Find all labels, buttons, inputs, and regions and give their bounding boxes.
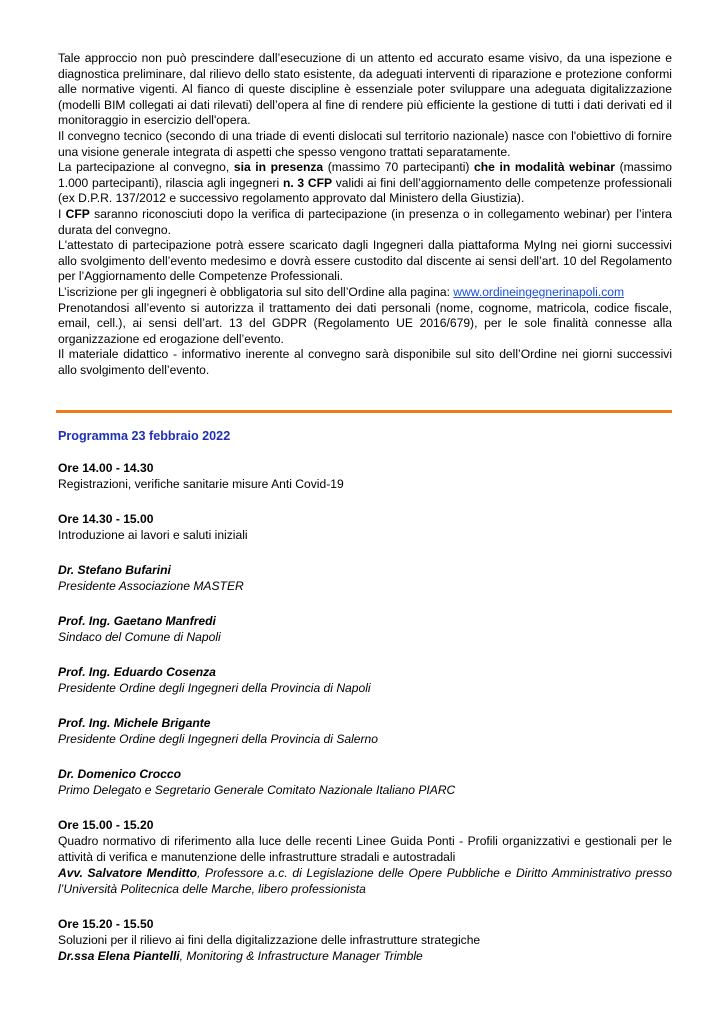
speaker (58, 613, 672, 645)
speaker-role: Presidente Associazione MASTER (58, 579, 244, 593)
intro-paragraph: Il materiale didattico - informativo inerente al convegno sarà disponibile sul sito dell’Ordine nei giorni successivi allo svolgimento dell’evento. (58, 347, 672, 377)
intro-paragraph: I CFP saranno riconosciuti dopo la verifica di partecipazione (in presenza o in collegamento webinar) per l’intera durata del convegno. (58, 206, 672, 237)
section-divider (56, 410, 672, 413)
intro-paragraph: L’iscrizione per gli ingegneri è obbligatoria sul sito dell’Ordine alla pagina: www.ordineingegnerinapoli.com (58, 284, 625, 299)
schedule-item (58, 817, 672, 897)
schedule-description: Soluzioni per il rilievo ai fini della digitalizzazione delle infrastrutture strategiche (58, 933, 481, 947)
speaker-name: Dr.ssa Elena Piantelli (58, 949, 180, 963)
schedule-description: Registrazioni, verifiche sanitarie misure Anti Covid-19 (58, 477, 344, 491)
speaker (58, 562, 672, 594)
schedule-item (58, 916, 672, 964)
speaker-role: Presidente Ordine degli Ingegneri della Provincia di Napoli (58, 681, 371, 695)
schedule-item (58, 460, 672, 492)
intro-paragraph: La partecipazione al convegno, sia in presenza (massimo 70 partecipanti) che in modalità webinar (massimo 1.000 partecipanti), rilascia agli ingegneri n. 3 CFP validi ai fini dell’aggiornamento delle competenze professionali (ex D.P.R. 137/2012 e successivo regolamento approvato dal Ministero della Giustizia). (58, 160, 672, 206)
speaker-role: Primo Delegato e Segretario Generale Comitato Nazionale Italiano PIARC (58, 783, 456, 797)
speaker-name: Prof. Ing. Eduardo Cosenza (58, 665, 216, 679)
schedule (58, 460, 672, 983)
schedule-time: Ore 15.00 - 15.20 (58, 818, 154, 832)
speaker (58, 664, 672, 696)
speaker (58, 766, 672, 798)
schedule-time: Ore 14.00 - 14.30 (58, 461, 154, 475)
schedule-description: Introduzione ai lavori e saluti iniziali (58, 528, 248, 542)
speaker-role: , Monitoring & Infrastructure Manager Trimble (179, 949, 423, 963)
ordine-website-link[interactable]: www.ordineingegnerinapoli.com (453, 284, 625, 299)
speaker-role: Sindaco del Comune di Napoli (58, 630, 221, 644)
speaker-role: Presidente Ordine degli Ingegneri della Provincia di Salerno (58, 732, 379, 746)
schedule-time: Ore 14.30 - 15.00 (58, 512, 154, 526)
intro-section (58, 51, 672, 378)
schedule-time: Ore 15.20 - 15.50 (58, 917, 154, 931)
speaker-name: Dr. Stefano Bufarini (58, 563, 171, 577)
intro-paragraph: Prenotandosi all’evento si autorizza il trattamento dei dati personali (nome, cognome, matricola, codice fiscale, email, cell.), ai sensi dell’art. 13 del GDPR (Regolamento UE 2016/679), per le sole finalità connesse alla organizzazione ed erogazione dell’evento. (58, 300, 672, 346)
intro-paragraph: L'attestato di partecipazione potrà essere scaricato dagli Ingegneri dalla piattaforma MyIng nei giorni successivi allo svolgimento dell’evento medesimo e dovrà essere custodito dal discente ai sensi dell’art. 10 del Regolamento per l’Aggiornamento delle Competenze Professionali. (58, 238, 672, 284)
speaker-name: Prof. Ing. Gaetano Manfredi (58, 614, 216, 628)
intro-paragraph: Il convegno tecnico (secondo di una triade di eventi dislocati sul territorio nazionale) nasce con l'obiettivo di fornire una visione generale integrata di aspetti che spesso vengono trattati separatamente. (58, 128, 672, 159)
speaker-role: , Professore a.c. di Legislazione delle Opere Pubbliche e Diritto Amministrativo presso l’Università Politecnica delle Marche, libero professionista (58, 866, 672, 896)
speaker (58, 715, 672, 747)
speaker-line (58, 865, 672, 897)
speaker-name: Dr. Domenico Crocco (58, 767, 181, 781)
intro-paragraph: Tale approccio non può prescindere dall’esecuzione di un attento ed accurato esame visivo, da una ispezione e diagnostica preliminare, dal rilievo dello stato esistente, da adeguati interventi di riparazione e protezione conformi alle normative vigenti. Al fianco di queste discipline è essenziale poter sviluppare una adeguata digitalizzazione (modelli BIM collegati ai dati rilevati) dell’opera al fine di rendere più efficiente la gestione di tutti i dati derivati ed il monitoraggio in esercizio dell'opera. (58, 51, 672, 128)
speaker-line (58, 948, 672, 964)
schedule-description: Quadro normativo di riferimento alla luce delle recenti Linee Guida Ponti - Profili organizzativi e gestionali per le attività di verifica e manutenzione delle infrastrutture stradali e autostradali (58, 834, 672, 864)
speaker-name: Avv. Salvatore Menditto (58, 866, 198, 880)
programma-title: Programma 23 febbraio 2022 (58, 429, 231, 443)
speaker-name: Prof. Ing. Michele Brigante (58, 716, 211, 730)
schedule-item (58, 511, 672, 543)
